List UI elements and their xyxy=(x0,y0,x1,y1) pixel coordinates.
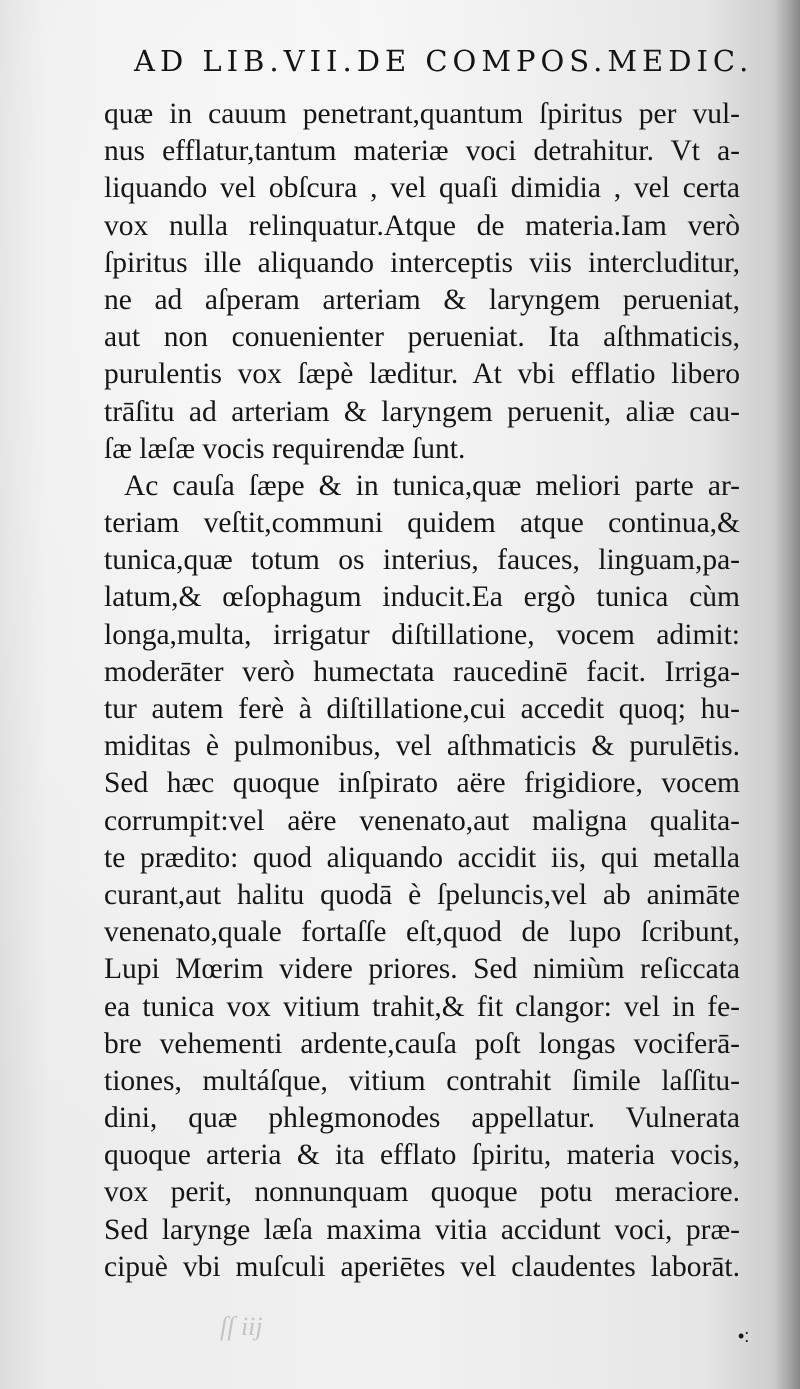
text-line: ſæ læſæ vocis requirendæ ſunt. xyxy=(104,432,466,465)
text-line: purulentis vox ſæpè læditur. At vbi efflatio libero xyxy=(104,358,740,391)
body-text xyxy=(104,96,740,1286)
paragraph-2 xyxy=(104,468,740,1286)
page-gutter-shadow xyxy=(774,0,800,1389)
text-line: Sed hæc quoque inſpirato aëre frigidiore, vocem xyxy=(104,767,740,800)
text-line: nus efflatur,tantum materiæ voci detrahitur. Vt a- xyxy=(104,135,740,168)
text-line: Sed larynge læſa maxima vitia accidunt voci, præ- xyxy=(104,1213,740,1246)
text-line: quæ in cauum penetrant,quantum ſpiritus per vul- xyxy=(104,98,740,130)
text-line: corrumpit:vel aëre venenato,aut maligna qualita- xyxy=(104,804,740,837)
signature-mark: ſſ iij xyxy=(220,1312,263,1341)
text-line: bre vehementi ardente,cauſa poſt longas vociferā- xyxy=(104,1027,740,1060)
text-line: dini, quæ phlegmonodes appellatur. Vulnerata xyxy=(104,1102,740,1135)
running-head: AD LIB.VII.DE COMPOS.MEDIC. xyxy=(134,44,754,78)
text-line: ea tunica vox vitium trahit,& fit clangor: vel in fe- xyxy=(104,990,740,1023)
text-line: Ac cauſa ſæpe & in tunica,quæ meliori parte ar- xyxy=(124,469,740,502)
text-line: cipuè vbi muſculi aperiētes vel claudentes laborāt. xyxy=(104,1250,740,1283)
text-line: trāſitu ad arteriam & laryngem peruenit, aliæ cau- xyxy=(104,395,740,428)
text-line: miditas è pulmonibus, vel aſthmaticis & purulētis. xyxy=(104,730,740,763)
text-line: moderāter verò humectata raucedinē facit. Irriga- xyxy=(104,655,740,688)
text-line: venenato,quale fortaſſe eſt,quod de lupo ſcribunt, xyxy=(104,916,740,949)
text-line: vox nulla relinquatur.Atque de materia.Iam verò xyxy=(104,209,740,242)
text-line: vox perit, nonnunquam quoque potu meraciore. xyxy=(104,1176,740,1209)
text-line: liquando vel obſcura , vel quaſi dimidia , vel certa xyxy=(104,172,740,205)
margin-ink-dots: •: xyxy=(738,1326,750,1346)
text-line: quoque arteria & ita efflato ſpiritu, materia vocis, xyxy=(104,1139,740,1172)
text-line: longa,multa, irrigatur diſtillatione, vocem adimit: xyxy=(104,618,740,651)
text-line: tiones, multáſque, vitium contrahit ſimile laſſitu- xyxy=(104,1064,740,1097)
paragraph-1 xyxy=(104,96,740,468)
text-line: ne ad aſperam arteriam & laryngem perueniat, xyxy=(104,283,740,316)
text-line: te prædito: quod aliquando accidit iis, qui metalla xyxy=(104,841,740,874)
text-line: teriam veſtit,communi quidem atque continua,& xyxy=(104,507,740,540)
text-line: tur autem ferè à diſtillatione,cui accedit quoq; hu- xyxy=(104,693,740,725)
text-line: curant,aut halitu quodā è ſpeluncis,vel ab animāte xyxy=(104,878,740,911)
text-line: Lupi Mœrim videre priores. Sed nimiùm reſiccata xyxy=(104,953,740,986)
text-line: tunica,quæ totum os interius, fauces, linguam,pa- xyxy=(104,544,740,577)
text-line: latum,& œſophagum inducit.Ea ergò tunica cùm xyxy=(104,581,740,614)
text-line: ſpiritus ille aliquando interceptis viis intercluditur, xyxy=(104,246,740,279)
text-line: aut non conuenienter perueniat. Ita aſthmaticis, xyxy=(104,321,740,354)
